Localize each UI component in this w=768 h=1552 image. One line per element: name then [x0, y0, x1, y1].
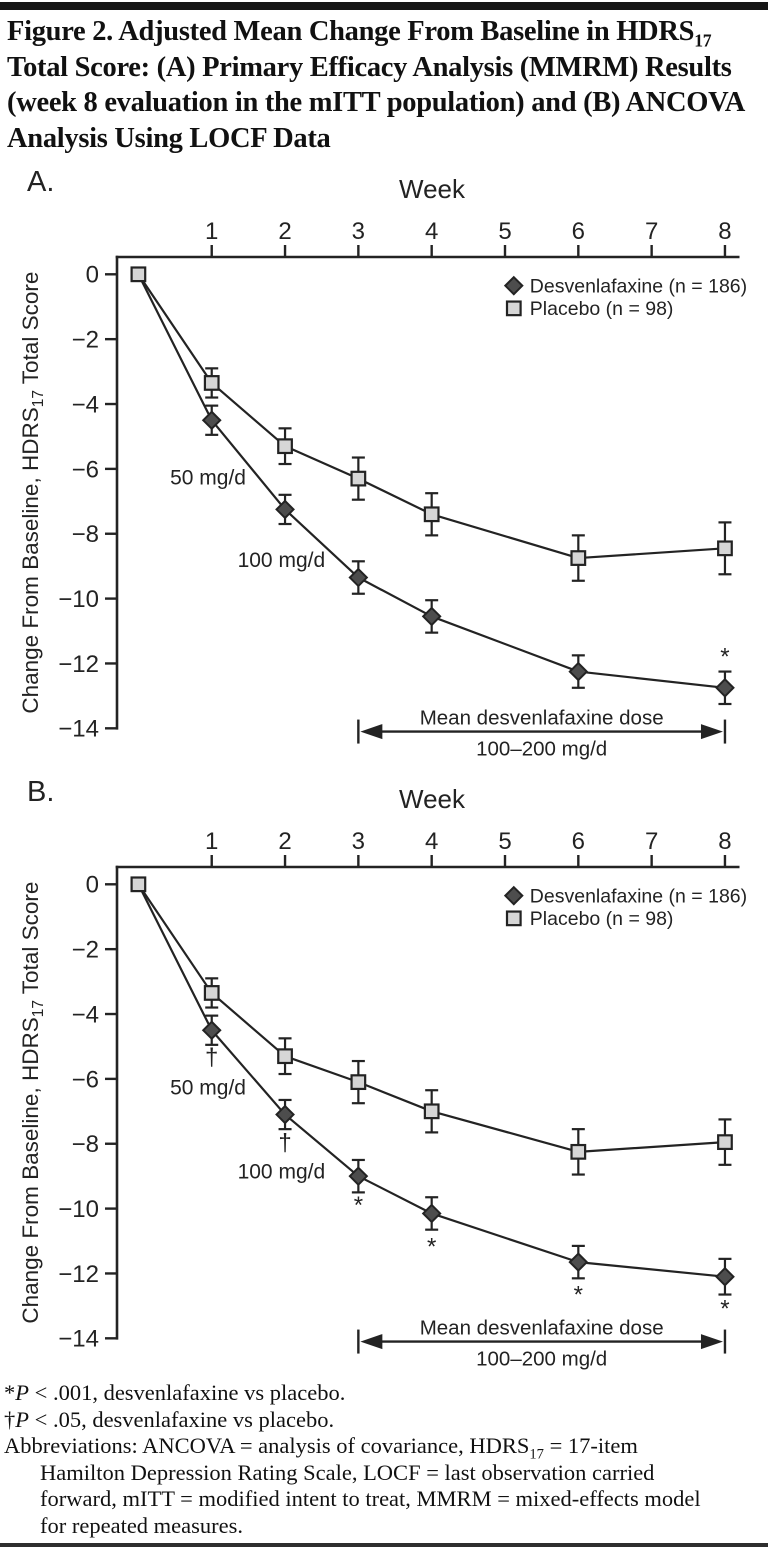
dose-arrow-label-top: Mean desvenlafaxine dose: [419, 706, 664, 730]
legend-label: Desvenlafaxine (n = 186): [529, 275, 748, 298]
x-tick-label: 8: [718, 218, 732, 245]
y-tick-label: −10: [58, 586, 99, 613]
x-tick-label: 6: [571, 828, 585, 855]
y-tick-label: −14: [58, 715, 99, 743]
y-tick-label: 0: [85, 871, 99, 899]
x-tick-label: 1: [205, 828, 219, 855]
dose-arrow: [358, 1317, 725, 1371]
panel-label: A.: [27, 166, 55, 198]
footnote-abbreviations: Abbreviations: ANCOVA = analysis of covariance, $HDRS_{17}$ = 17-item Hamilton Depression Rating Scale, LOCF = last observation carried forward, mITT = modified intent to treat, MMRM = mixed-effects model for repeated measures.: [4, 1433, 701, 1538]
dose-curve-label: 100 mg/d: [237, 549, 326, 573]
y-tick-label: −6: [71, 1066, 99, 1094]
subscript-17: 17: [529, 1446, 544, 1463]
bottom-rule: [0, 1543, 768, 1547]
legend-label: Desvenlafaxine (n = 186): [529, 885, 748, 908]
y-tick-label: 0: [85, 261, 99, 289]
y-tick-label: −4: [71, 1001, 99, 1029]
title-line-1: Figure 2. Adjusted Mean Change From Baseline in $HDRS_{17}$: [7, 16, 712, 51]
dose-arrow-label-bottom: 100–200 mg/d: [476, 1347, 608, 1371]
y-axis: [58, 866, 118, 1353]
legend: [505, 885, 747, 930]
x-tick-label: 7: [644, 218, 659, 245]
legend-label: Placebo (n = 98): [529, 908, 674, 931]
y-axis-title: Change From Baseline, $HDRS_{17}$ Total Score: [18, 271, 47, 714]
significance-marker: *: [720, 1295, 730, 1323]
x-axis-title: Week: [399, 784, 465, 814]
significance-marker: *: [353, 1191, 364, 1219]
top-rule: [0, 2, 768, 10]
x-tick-label: 5: [498, 828, 512, 855]
y-tick-label: −14: [58, 1325, 99, 1353]
dose-curve-label: 50 mg/d: [170, 466, 246, 490]
legend-label: Placebo (n = 98): [529, 298, 674, 321]
dose-arrow: [358, 707, 725, 761]
x-tick-label: 8: [718, 828, 732, 855]
footnote-asterisk: *P < .001, desvenlafaxine vs placebo.: [4, 1380, 346, 1405]
y-tick-label: −10: [58, 1196, 99, 1223]
significance-marker: *: [720, 643, 730, 671]
y-tick-label: −12: [58, 650, 99, 678]
y-axis: [58, 256, 118, 743]
significance-marker: *: [573, 1281, 583, 1309]
dose-arrow-label-bottom: 100–200 mg/d: [476, 737, 608, 761]
chart-panel-b: [0, 770, 768, 1380]
x-tick-label: 4: [425, 218, 439, 245]
y-tick-label: −2: [71, 326, 99, 354]
footnote-dagger: †P < .05, desvenlafaxine vs placebo.: [4, 1406, 335, 1432]
legend: [505, 275, 747, 320]
figure-title: [7, 14, 745, 156]
x-tick-label: 3: [351, 218, 366, 245]
x-tick-label: 6: [571, 218, 585, 245]
y-tick-label: −8: [71, 1131, 99, 1159]
title-line-3: (week 8 evaluation in the mITT population) and (B) ANCOVA: [7, 87, 746, 118]
x-tick-label: 1: [205, 218, 219, 245]
panel-label: B.: [27, 776, 55, 808]
significance-marker: †: [278, 1129, 292, 1157]
y-tick-label: −8: [71, 521, 99, 549]
footnotes: [4, 1380, 710, 1539]
subscript-17: 17: [694, 30, 712, 51]
x-axis: [116, 218, 740, 257]
dose-curve-label: 50 mg/d: [170, 1076, 246, 1100]
significance-marker: *: [427, 1233, 437, 1261]
y-tick-label: −6: [71, 456, 99, 484]
y-tick-label: −4: [71, 391, 99, 419]
x-axis: [116, 828, 740, 867]
x-tick-label: 2: [278, 828, 292, 855]
chart-panel-a: [0, 160, 768, 770]
y-tick-label: −12: [58, 1260, 99, 1288]
significance-marker: †: [205, 1043, 219, 1071]
title-line-2: Total Score: (A) Primary Efficacy Analysis (MMRM) Results: [7, 51, 732, 83]
x-tick-label: 2: [278, 218, 292, 245]
dose-arrow-label-top: Mean desvenlafaxine dose: [419, 1316, 664, 1340]
x-axis-title: Week: [399, 174, 465, 204]
x-tick-label: 5: [498, 218, 512, 245]
y-axis-title: Change From Baseline, $HDRS_{17}$ Total Score: [18, 881, 47, 1324]
dose-curve-label: 100 mg/d: [237, 1160, 326, 1184]
x-tick-label: 4: [425, 828, 439, 855]
x-tick-label: 7: [644, 828, 659, 855]
y-tick-label: −2: [71, 936, 99, 964]
title-line-4: Analysis Using LOCF Data: [7, 122, 331, 154]
x-tick-label: 3: [351, 828, 366, 855]
